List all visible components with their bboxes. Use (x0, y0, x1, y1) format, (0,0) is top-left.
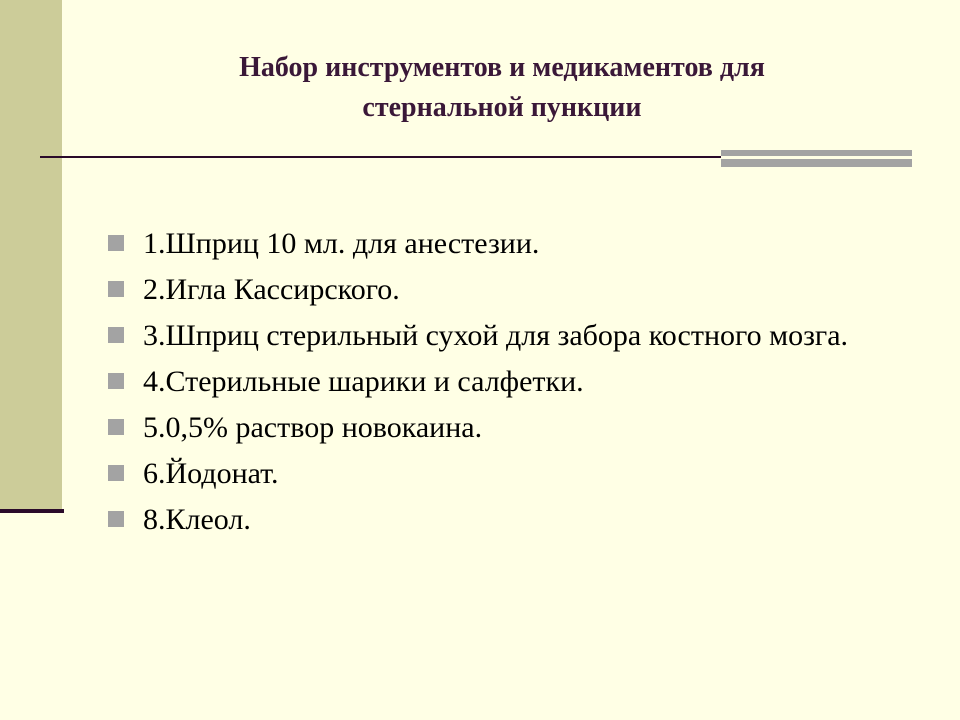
list-item (108, 364, 908, 400)
list-item (108, 456, 908, 492)
slide-title (62, 48, 942, 128)
square-bullet-icon (108, 373, 124, 389)
list-item-text: 4.Стерильные шарики и салфетки. (143, 365, 584, 398)
square-bullet-icon (108, 511, 124, 527)
list-item (108, 226, 908, 262)
list-item-text: 6.Йодонат. (143, 457, 279, 490)
title-divider (40, 156, 722, 158)
list-item-text: 5.0,5% раствор новокаина. (143, 411, 483, 444)
list-item-text: 3.Шприц стерильный сухой для забора костного мозга. (143, 319, 849, 352)
list-item (108, 502, 908, 538)
list-item-text: 1.Шприц 10 мл. для анестезии. (143, 227, 540, 260)
square-bullet-icon (108, 327, 124, 343)
square-bullet-icon (108, 281, 124, 297)
left-band-underline (0, 509, 64, 513)
slide-title-line-2: стернальной пункции (362, 92, 642, 123)
left-decorative-band (0, 0, 62, 512)
square-bullet-icon (108, 465, 124, 481)
square-bullet-icon (108, 235, 124, 251)
bullet-list (108, 226, 908, 548)
square-bullet-icon (108, 419, 124, 435)
list-item (108, 410, 908, 446)
slide-title-line-1: Набор инструментов и медикаментов для (239, 52, 765, 83)
list-item (108, 272, 908, 308)
list-item (108, 318, 908, 354)
title-divider-accent-gap (721, 156, 912, 159)
list-item-text: 2.Игла Кассирского. (143, 273, 400, 306)
list-item-text: 8.Клеол. (143, 503, 251, 536)
